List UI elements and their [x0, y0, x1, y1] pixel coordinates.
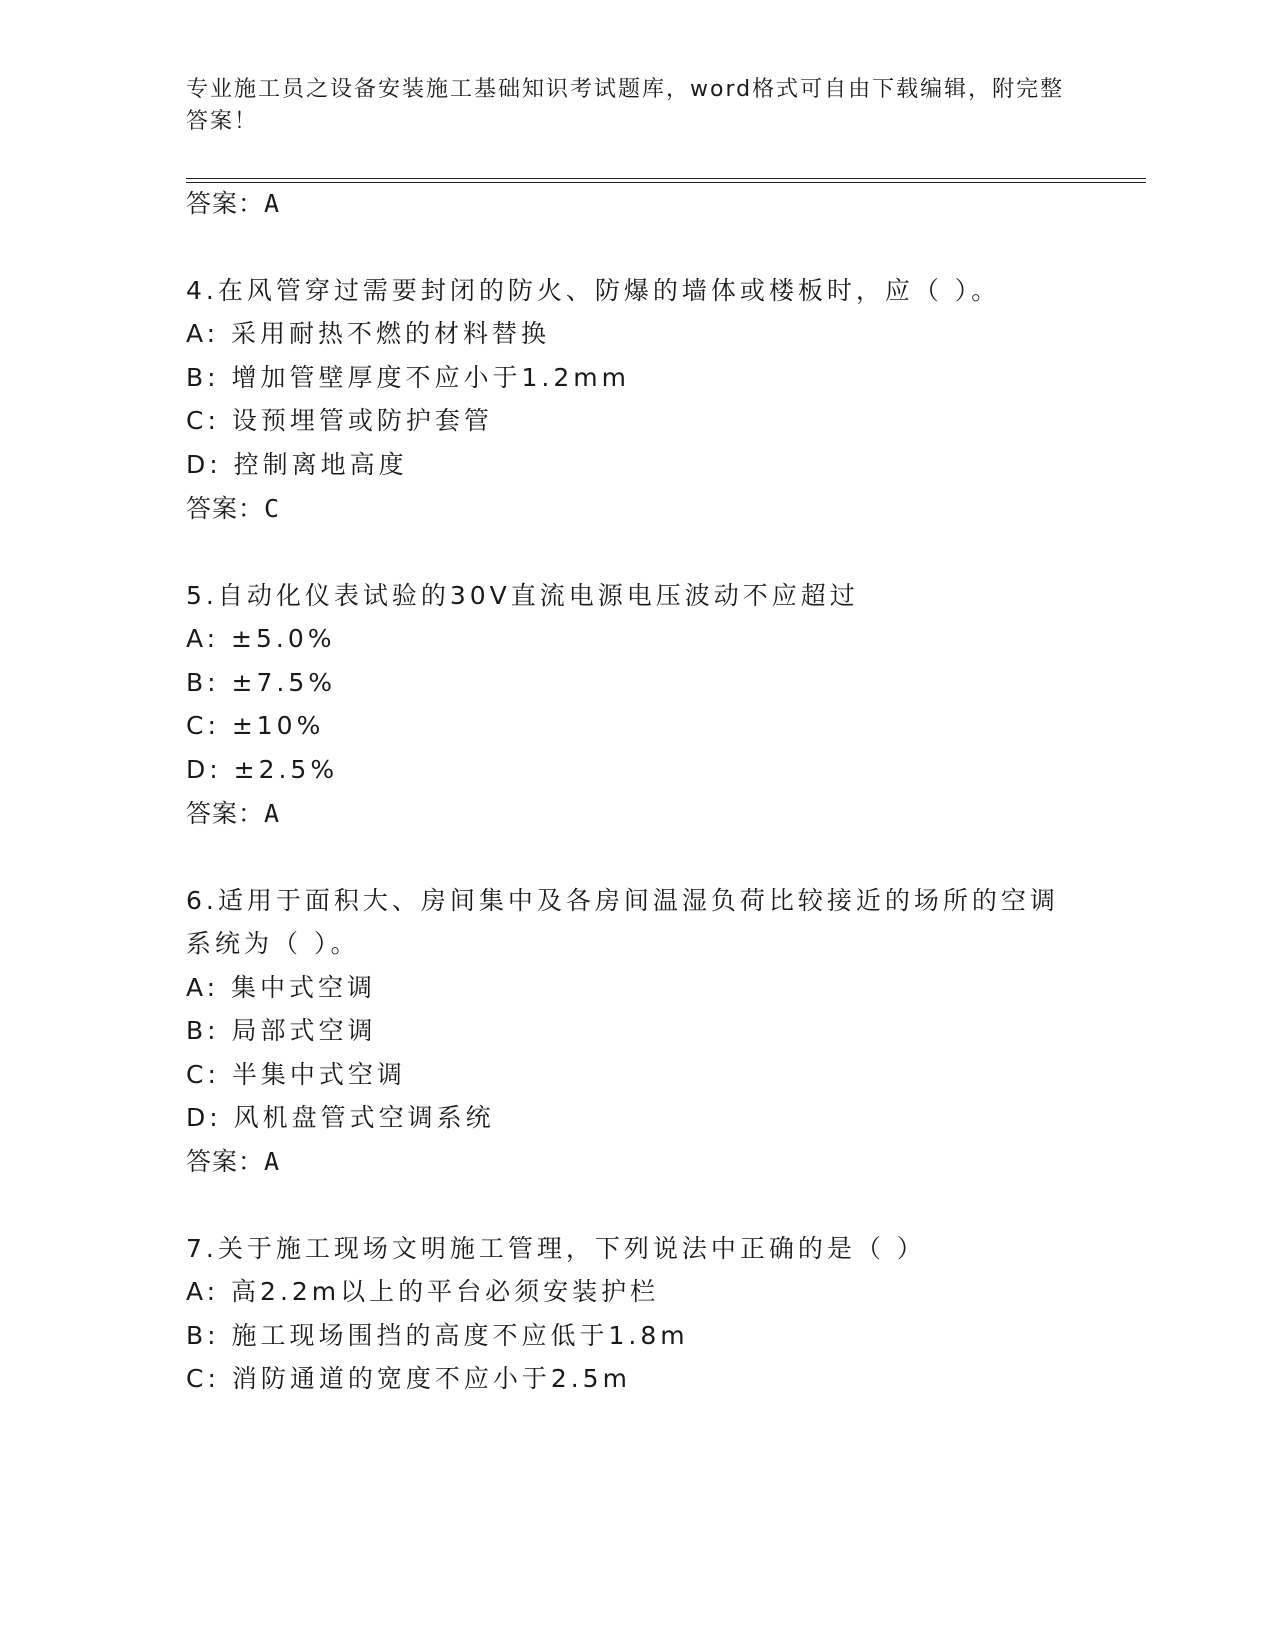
question-6-answer: 答案：A [186, 1147, 281, 1176]
answer-prev: 答案：A [186, 189, 281, 218]
question-6-text-line2: 系统为（ ）。 [186, 929, 360, 958]
question-6-option-a: A: 集中式空调 [186, 973, 377, 1002]
question-5-text: 5.自动化仪表试验的30V直流电源电压波动不应超过 [186, 581, 859, 610]
question-4-answer: 答案：C [186, 494, 281, 523]
question-6-text-line1: 6.适用于面积大、房间集中及各房间温湿负荷比较接近的场所的空调 [186, 886, 1059, 915]
question-4-text: 4.在风管穿过需要封闭的防火、防爆的墙体或楼板时，应（ ）。 [186, 276, 1001, 305]
question-7-option-b: B: 施工现场围挡的高度不应低于1.8m [186, 1321, 689, 1350]
header-divider [186, 178, 1146, 183]
question-5-option-d: D: ±2.5% [186, 755, 339, 784]
question-7-text: 7.关于施工现场文明施工管理，下列说法中正确的是（ ） [186, 1234, 926, 1263]
question-4-option-c: C: 设预埋管或防护套管 [186, 406, 493, 435]
document-header: 专业施工员之设备安装施工基础知识考试题库，word格式可自由下载编辑，附完整答案！ [186, 77, 1065, 134]
question-5-answer: 答案：A [186, 799, 281, 828]
question-5-option-c: C: ±10% [186, 711, 325, 740]
question-6-option-d: D: 风机盘管式空调系统 [186, 1103, 495, 1132]
question-7-option-a: A: 高2.2m以上的平台必须安装护栏 [186, 1277, 660, 1306]
question-5-option-a: A: ±5.0% [186, 624, 336, 653]
question-4-option-d: D: 控制离地高度 [186, 450, 408, 479]
question-4-option-b: B: 增加管壁厚度不应小于1.2mm [186, 363, 630, 392]
question-6-option-b: B: 局部式空调 [186, 1016, 377, 1045]
question-5-option-b: B: ±7.5% [186, 668, 336, 697]
question-7-option-c: C: 消防通道的宽度不应小于2.5m [186, 1364, 631, 1393]
question-4-option-a: A: 采用耐热不燃的材料替换 [186, 319, 551, 348]
question-6-option-c: C: 半集中式空调 [186, 1060, 406, 1089]
